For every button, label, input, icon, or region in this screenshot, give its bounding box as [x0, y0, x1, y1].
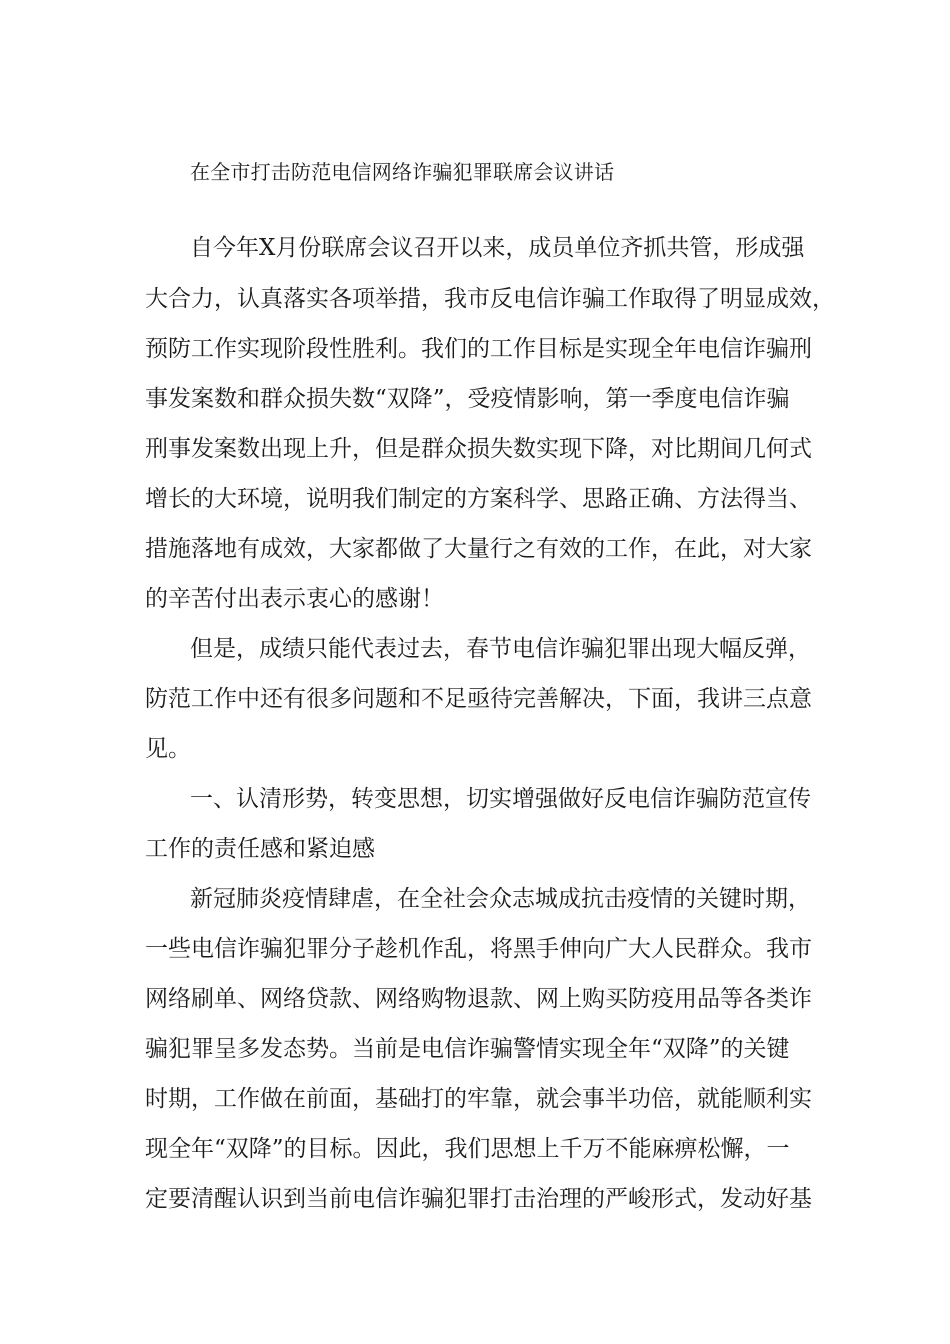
- text-line: 预防工作实现阶段性胜利。我们的工作目标是实现全年电信诈骗刑: [145, 336, 812, 362]
- text-line: 见。: [145, 736, 191, 762]
- text-line: 的辛苦付出表示衷心的感谢！: [145, 586, 444, 612]
- text-line: 一些电信诈骗犯罪分子趁机作乱，将黑手伸向广大人民群众。我市: [145, 936, 812, 962]
- section-heading-line: 一、认清形势，转变思想，切实增强做好反电信诈骗防范宣传: [190, 786, 811, 812]
- text-line: 骗犯罪呈多发态势。当前是电信诈骗警情实现全年“双降”的关键: [145, 1036, 790, 1062]
- text-line: 增长的大环境，说明我们制定的方案科学、思路正确、方法得当、: [145, 486, 812, 512]
- text-line: 自今年X月份联席会议召开以来，成员单位齐抓共管，形成强: [190, 235, 805, 261]
- text-line: 防范工作中还有很多问题和不足亟待完善解决，下面，我讲三点意: [145, 686, 812, 712]
- text-line: 措施落地有成效，大家都做了大量行之有效的工作，在此，对大家: [145, 536, 812, 562]
- text-line: 大合力，认真落实各项举措，我市反电信诈骗工作取得了明显成效，: [145, 286, 835, 312]
- text-line: 事发案数和群众损失数“双降”，受疫情影响，第一季度电信诈骗: [145, 386, 790, 412]
- text-line: 但是，成绩只能代表过去，春节电信诈骗犯罪出现大幅反弹，: [190, 636, 811, 662]
- section-heading-line: 工作的责任感和紧迫感: [145, 836, 375, 862]
- document-title: 在全市打击防范电信网络诈骗犯罪联席会议讲话: [190, 160, 615, 184]
- text-line: 现全年“双降”的目标。因此，我们思想上千万不能麻痹松懈，一: [145, 1136, 790, 1162]
- text-line: 时期，工作做在前面，基础打的牢靠，就会事半功倍，就能顺利实: [145, 1086, 812, 1112]
- text-line: 新冠肺炎疫情肆虐，在全社会众志城成抗击疫情的关键时期，: [190, 886, 811, 912]
- text-line: 刑事发案数出现上升，但是群众损失数实现下降，对比期间几何式: [145, 436, 812, 462]
- text-line: 网络刷单、网络贷款、网络购物退款、网上购买防疫用品等各类诈: [145, 986, 812, 1012]
- text-line: 定要清醒认识到当前电信诈骗犯罪打击治理的严峻形式，发动好基: [145, 1186, 812, 1212]
